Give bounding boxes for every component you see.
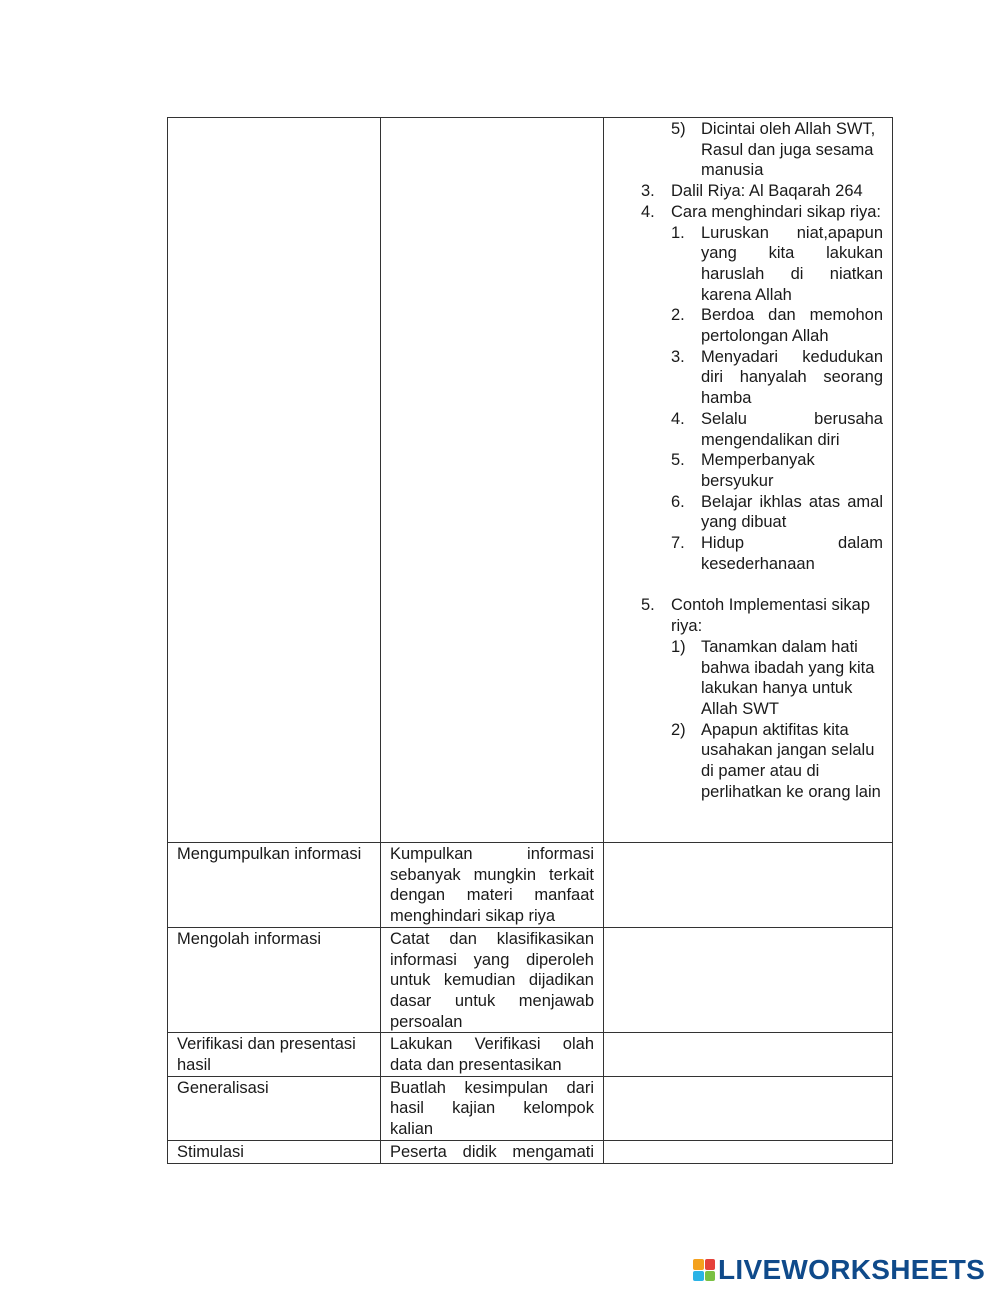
table-row — [168, 1140, 893, 1163]
list-item: 3. Menyadari kedudukan diri hanyalah seorang hamba — [671, 347, 883, 408]
material-cell — [604, 118, 893, 843]
list-item: 3. Dalil Riya: Al Baqarah 264 — [641, 182, 863, 201]
stage-cell: Stimulasi — [168, 1140, 381, 1163]
list-item: 5. Memperbanyak bersyukur — [671, 451, 815, 490]
activity-cell: Buatlah kesimpulan dari hasil kajian kelompok kalian — [381, 1076, 604, 1140]
activity-cell: Peserta didik mengamati — [381, 1140, 604, 1163]
stage-cell: Mengolah informasi — [168, 927, 381, 1033]
sublist-cara-menghindari — [671, 223, 883, 575]
list-item: 5. Contoh Implementasi sikap riya: — [641, 596, 871, 636]
sublist-continued — [671, 119, 883, 181]
list-item: 4. Selalu berusaha mengendalikan diri — [671, 409, 883, 449]
table-row — [168, 843, 893, 928]
list-item: 2) Apapun aktifitas kita usahakan jangan selalu di pamer atau di perlihatkan ke orang lain — [671, 720, 881, 801]
table-row — [168, 1033, 893, 1076]
activity-cell: Kumpulkan informasi sebanyak mungkin terkait dengan materi manfaat menghindari sikap riya — [381, 843, 604, 928]
main-list — [641, 181, 883, 222]
stage-cell: Generalisasi — [168, 1076, 381, 1140]
activity-cell-empty — [381, 118, 604, 843]
list-item: 5) Dicintai oleh Allah SWT, Rasul dan juga sesama manusia — [671, 120, 876, 180]
liveworksheets-logo[interactable] — [693, 1256, 985, 1284]
stage-cell: Verifikasi dan presentasi hasil — [168, 1033, 381, 1076]
liveworksheets-logo-icon — [693, 1259, 715, 1281]
logo-text: LIVEWORKSHEETS — [718, 1254, 986, 1285]
worksheet-table — [167, 117, 893, 1164]
list-item: 1. Luruskan niat,apapun yang kita lakukan haruslah di niatkan karena Allah — [671, 223, 883, 304]
activity-cell: Catat dan klasifikasikan informasi yang diperoleh untuk kemudian dijadikan dasar untuk menjawab persoalan — [381, 927, 604, 1033]
answer-cell — [604, 927, 893, 1033]
answer-cell — [604, 1076, 893, 1140]
answer-cell — [604, 1033, 893, 1076]
list-item: 7. Hidup dalam kesederhanaan — [671, 534, 883, 573]
table-row — [168, 927, 893, 1033]
stage-cell: Mengumpulkan informasi — [168, 843, 381, 928]
sublist-contoh — [671, 637, 883, 803]
activity-cell: Lakukan Verifikasi olah data dan presentasikan — [381, 1033, 604, 1076]
stage-cell-empty — [168, 118, 381, 843]
answer-cell — [604, 1140, 893, 1163]
list-item: 1) Tanamkan dalam hati bahwa ibadah yang kita lakukan hanya untuk Allah SWT — [671, 637, 875, 718]
main-list — [641, 595, 883, 636]
answer-cell — [604, 843, 893, 928]
table-row — [168, 118, 893, 843]
list-item: 4. Cara menghindari sikap riya: — [641, 202, 882, 221]
table-row — [168, 1076, 893, 1140]
list-item: 6. Belajar ikhlas atas amal yang dibuat — [671, 492, 883, 532]
list-item: 2. Berdoa dan memohon pertolongan Allah — [671, 306, 883, 346]
blank-line — [613, 574, 883, 595]
